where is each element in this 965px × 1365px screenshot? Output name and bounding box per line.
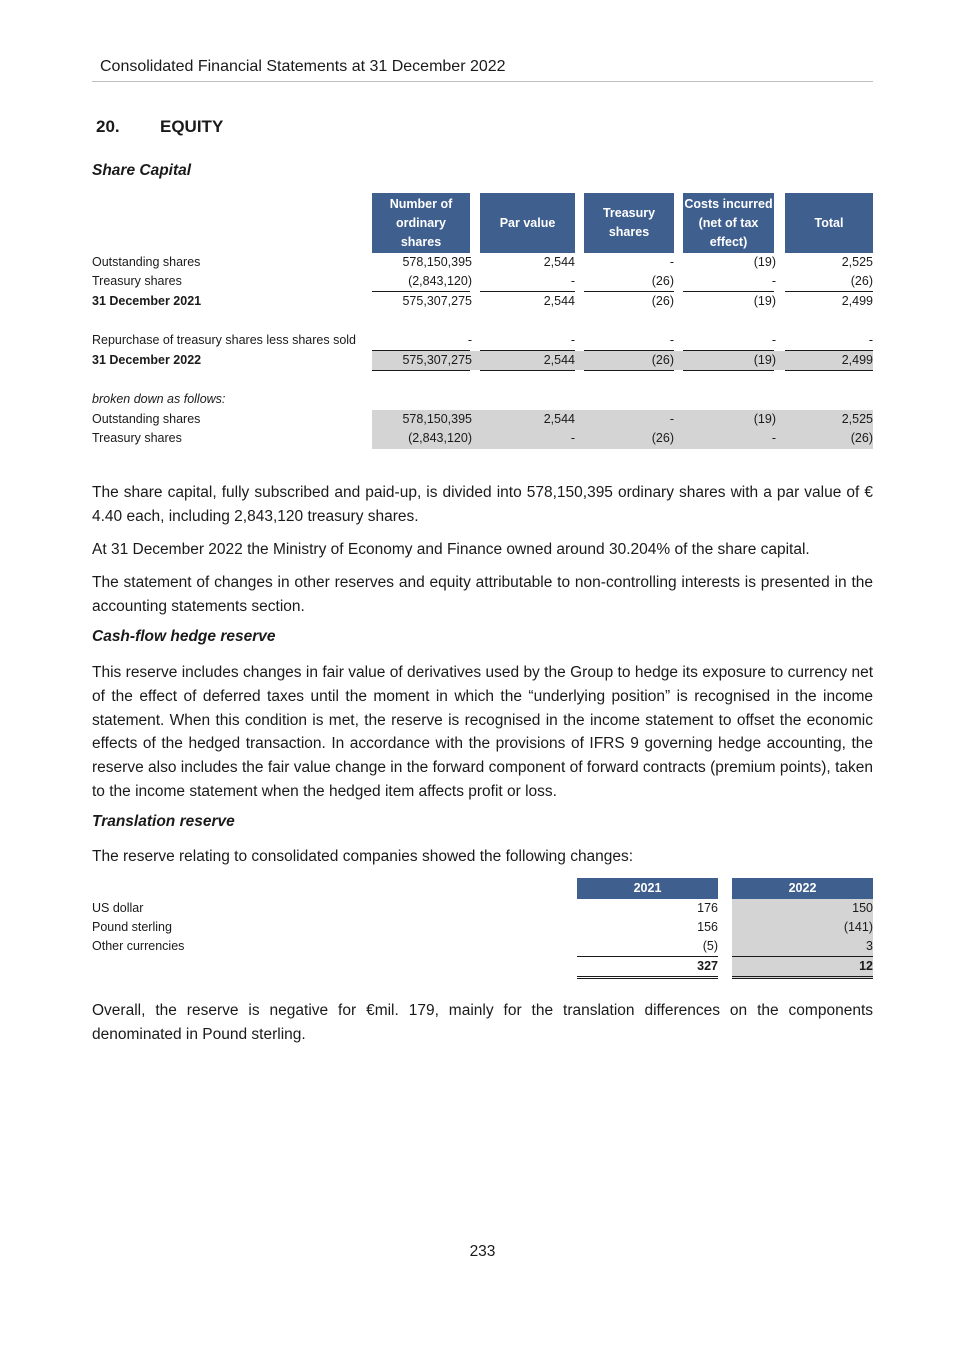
paragraph-statement: The statement of changes in other reserves and equity attributable to non-controlling interests is presented in the accounting statements section. (92, 574, 873, 615)
row-label: Treasury shares (92, 274, 182, 288)
row-label: Other currencies (92, 939, 185, 953)
cash-flow-hedge-heading: Cash-flow hedge reserve (92, 628, 276, 645)
table-row (92, 410, 873, 429)
cell-costs: - (771, 274, 776, 288)
rule (584, 370, 674, 371)
rule (577, 978, 718, 979)
col-header-total (785, 193, 873, 253)
paragraph-ministry: At 31 December 2022 the Ministry of Economy and Finance owned around 30.204% of the share capital. (92, 541, 810, 558)
cell-par-value: - (570, 431, 575, 445)
cell-treasury: - (669, 333, 674, 347)
cell-treasury: (26) (651, 431, 674, 445)
rule (785, 370, 873, 371)
header-divider (92, 81, 873, 82)
cell-shares: 575,307,275 (402, 353, 472, 367)
section-number: 20. (96, 117, 120, 136)
cell-par-value: - (570, 274, 575, 288)
translation-reserve-heading: Translation reserve (92, 813, 235, 830)
row-label: US dollar (92, 901, 144, 915)
col-header-treasury-shares (584, 193, 674, 253)
page-number: 233 (469, 1243, 496, 1260)
cell-costs: (19) (753, 412, 776, 426)
col-header-label: Total (814, 215, 844, 230)
table-row-total (92, 957, 873, 976)
cell-shares: (2,843,120) (408, 274, 472, 288)
paragraph-overall: Overall, the reserve is negative for €mil. 179, mainly for the translation differences on the components denominated in Pound sterling. (92, 1002, 873, 1043)
col-header-2022: 2022 (732, 878, 873, 899)
cell-total: (26) (850, 274, 873, 288)
paragraph-cash-flow-hedge: This reserve includes changes in fair value of derivatives used by the Group to hedge its exposure to currency net of the effect of deferred taxes until the moment in which the “underlying position” is recognised in the income statement. When this condition is met, the reserve is recognised in the income statement to offset the economic effects of the hedged transaction. In accordance with the provisions of IFRS 9 governing hedge accounting, the reserve also includes the fair value change in the forward component of forward contracts (premium points), taken to the income statement when the hedged item affects profit or loss. (92, 664, 873, 800)
cell-2022: 12 (859, 959, 873, 973)
cell-2021: 327 (697, 959, 718, 973)
cell-par-value: 2,544 (543, 255, 575, 269)
cell-costs: (19) (753, 353, 776, 367)
section-title: EQUITY (160, 117, 224, 136)
cell-shares: - (467, 333, 472, 347)
rule (732, 978, 873, 979)
table-row (92, 918, 873, 937)
col-header-ordinary-shares (372, 193, 470, 253)
table-row (92, 899, 873, 918)
share-capital-heading: Share Capital (92, 162, 192, 179)
table-row (92, 390, 873, 409)
cell-par-value: 2,544 (543, 353, 575, 367)
rule (732, 976, 873, 977)
cell-total: 2,499 (841, 294, 873, 308)
table-row (92, 429, 873, 448)
table-row (92, 937, 873, 956)
row-label: Pound sterling (92, 920, 172, 934)
table-row (92, 253, 873, 272)
cell-shares: 575,307,275 (402, 294, 472, 308)
col-header-2021: 2021 (577, 878, 718, 899)
cell-2021: 176 (697, 901, 718, 915)
document-header: Consolidated Financial Statements at 31 December 2022 (100, 58, 506, 75)
cell-treasury: (26) (651, 353, 674, 367)
row-label: Repurchase of treasury shares less shares sold (92, 333, 357, 347)
rule (480, 370, 575, 371)
cell-2022: (141) (843, 920, 873, 934)
cell-treasury: - (669, 255, 674, 269)
col-header-label: Treasury shares (602, 206, 656, 239)
cell-costs: (19) (753, 294, 776, 308)
translation-reserve-table (92, 878, 873, 978)
row-label: broken down as follows: (92, 392, 226, 406)
rule (577, 976, 718, 977)
col-header-label: Par value (499, 215, 556, 230)
cell-costs: - (771, 333, 776, 347)
table-row (92, 351, 873, 370)
cell-total: - (868, 333, 873, 347)
paragraph-translation-intro: The reserve relating to consolidated companies showed the following changes: (92, 848, 634, 865)
cell-shares: 578,150,395 (402, 412, 472, 426)
rule (683, 370, 774, 371)
row-label: 31 December 2022 (92, 353, 202, 367)
row-label: 31 December 2021 (92, 294, 202, 308)
col-header-label: Costs incurred (net of tax effect) (684, 196, 773, 249)
cell-costs: - (771, 431, 776, 445)
cell-total: (26) (850, 431, 873, 445)
col-header-label: Number of ordinary shares (389, 196, 453, 249)
cell-total: 2,499 (841, 353, 873, 367)
cell-par-value: - (570, 333, 575, 347)
cell-total: 2,525 (841, 255, 873, 269)
table-row (92, 331, 873, 350)
cell-treasury: - (669, 412, 674, 426)
share-capital-table (92, 193, 873, 449)
row-label: Outstanding shares (92, 412, 201, 426)
cell-treasury: (26) (651, 274, 674, 288)
row-label: Outstanding shares (92, 255, 201, 269)
cell-2022: 150 (852, 901, 873, 915)
row-label: Treasury shares (92, 431, 182, 445)
col-header-costs-incurred (683, 193, 774, 253)
table-row (92, 272, 873, 291)
cell-2021: 156 (697, 920, 718, 934)
cell-2022: 3 (866, 939, 873, 953)
col-header-par-value (480, 193, 575, 253)
cell-par-value: 2,544 (543, 412, 575, 426)
cell-shares: 578,150,395 (402, 255, 472, 269)
table-row (92, 292, 873, 311)
rule (372, 370, 470, 371)
cell-2021: (5) (702, 939, 718, 953)
cell-par-value: 2,544 (543, 294, 575, 308)
cell-total: 2,525 (841, 412, 873, 426)
cell-shares: (2,843,120) (408, 431, 472, 445)
cell-costs: (19) (753, 255, 776, 269)
cell-treasury: (26) (651, 294, 674, 308)
paragraph-share-capital: The share capital, fully subscribed and paid-up, is divided into 578,150,395 ordinary shares with a par value of € 4.40 each, including 2,843,120 treasury shares. (92, 484, 873, 525)
